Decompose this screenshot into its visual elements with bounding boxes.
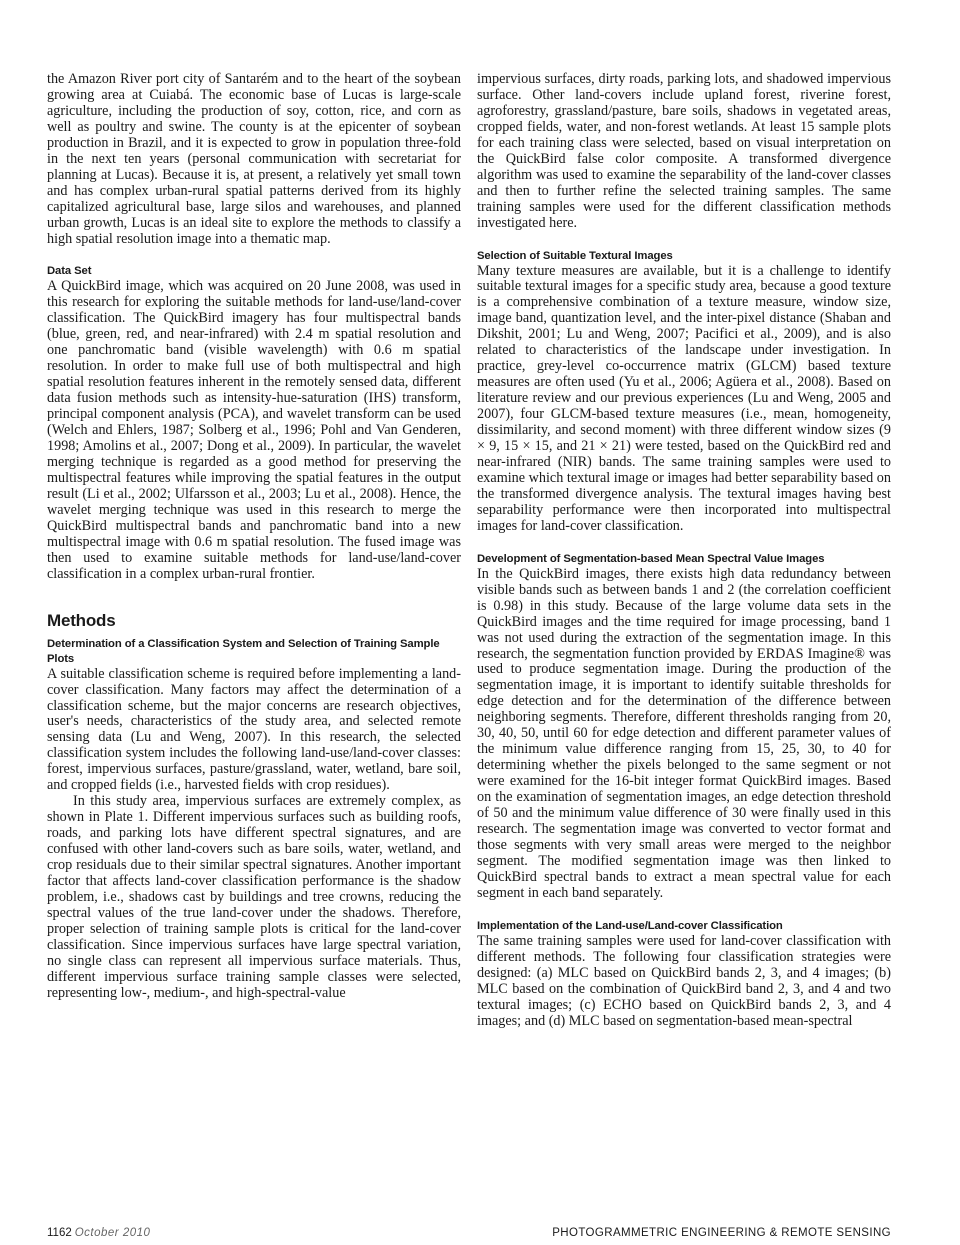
heading-segmentation: Development of Segmentation-based Mean Spectral Value Images (477, 552, 825, 565)
paragraph-data-set: A QuickBird image, which was acquired on 20 June 2008, was used in this research for exploring the suitable methods for land-use/land-cover classification. The QuickBird imagery has four multispectral bands (blue, green, red, and near-infrared) with 2.4 m spatial resolution and one panchromatic band (visible wavelength) with 0.6 m spatial resolution. In order to make full use of both multispectral and high spatial resolution features inherent in the remotely sensed data, different data fusion methods such as intensity-hue-saturation (IHS) transform, principal component analysis (PCA), and wavelet transform can be used (Welch and Ehlers, 1987; Solberg et al., 1996; Pohl and Van Genderen, 1998; Amolins et al., 2007; Dong et al., 2009). In particular, the wavelet merging technique is regarded as a good method for preserving the multispectral features while improving the spatial features in the output result (Li et al., 2002; Ulfarsson et al., 2003; Lu et al., 2008). Hence, the wavelet merging technique was used in this research to merge the QuickBird multispectral bands and panchromatic band into a new multispectral image with 0.6 m spatial resolution. The fused image was then used to examine suitable methods for land-use/land-cover classification in a complex urban-rural frontier. (47, 278, 461, 582)
paragraph-classification-scheme: A suitable classification scheme is required before implementing a land-cover classification. Many factors may affect the determination of a classification scheme, but the major concerns are research objectives, user's needs, characteristics of the study area, and selected remote sensing data (Lu and Weng, 2007). In this research, the selected classification system includes the following land-use/land-cover classes: forest, impervious surfaces, pasture/grassland, water, wetland, bare soil, and cropped fields (i.e., harvested fields with crop residues). (47, 665, 461, 794)
left-column (47, 72, 461, 1002)
footer-left (47, 1227, 150, 1239)
heading-implementation: Implementation of the Land-use/Land-cover Classification (477, 919, 783, 932)
paragraph-implementation: The same training samples were used for land-cover classification with different methods. The following four classification strategies were designed: (a) MLC based on QuickBird bands 2, 3, and 4 images; (b) MLC based on the combination of QuickBird band 2, 3, and 4 and two textural images; (c) ECHO based on QuickBird bands 2, 3, and 4 images; and (d) MLC based on segmentation-based mean-spectral (477, 932, 891, 1029)
paragraph-segmentation: In the QuickBird images, there exists high data redundancy between visible bands such as between bands 1 and 2 (the correlation coefficient is 0.98) in this study. Because of the large volume data sets in the QuickBird images and the time required for image processing, band 1 was not used during the extraction of the segmentation image. In this research, the segmentation function provided by ERDAS Imagine® was used to produce segmentation image. During the production of the segmentation image, it is important to identify suitable thresholds for edge detection and for the determination of the difference between neighboring segments. Therefore, different thresholds ranging from 20, 30, 40, 50, until 60 for edge detection and different parameter values of the minimum value difference ranging from 15, 25, 30, to 40 for determining whether the pixels belonged to the same segment or not were examined for the 16-bit integer format QuickBird images. Based on the examination of segmentation images, an edge detection threshold of 50 and the minimum value difference of 30 were finally used in this research. The segmentation image was converted to vector format and those segments with very small areas were merged to the neighbor segment. The modified segmentation image was then linked to QuickBird spectral bands to extract a mean spectral value for each segment in each band separately. (477, 565, 891, 901)
right-column (477, 72, 891, 1029)
heading-data-set: Data Set (47, 265, 92, 278)
issue-date: October 2010 (74, 1227, 151, 1239)
paragraph-textural-images: Many texture measures are available, but it is a challenge to identify suitable textural images for a specific study area, because a good texture is a comprehensive combination of a texture measure, window size, image band, quantization level, and the inter-pixel distance (Shaban and Dikshit, 2001; Lu and Weng, 2007; Pacifici et al., 2009), and is also related to characteristics of the landscape under investigation. In practice, grey-level co-occurrence matrix (GLCM) based texture measures are often used (Yu et al., 2006; Agüera et al., 2008). Based on literature review and our previous experiences (Lu and Weng, 2005 and 2007), four GLCM-based texture measures (i.e., mean, homogeneity, dissimilarity, and second moment) with three different window sizes (9 × 9, 15 × 15, and 21 × 21) were tested, based on the QuickBird red and near-infrared (NIR) bands. The same training samples were used to examine which textural image or images had better separability based on the transformed divergence analysis. The textural images having best separability performance were then incorporated into multispectral images for land-cover classification. (477, 262, 891, 534)
paragraph-impervious-surfaces: In this study area, impervious surfaces are extremely complex, as shown in Plate 1. Different impervious surfaces such as building roofs, roads, and parking lots have different spectral signatures, and are confused with other land-covers such as bare soils, water, wetland, and crop residuals due to their similar spectral signatures. Another important factor that affects land-cover classification performance is the shadow problem, i.e., shadows cast by buildings and tree crowns, reducing the spectral values of the true land-cover under the shadows. Therefore, proper selection of training sample plots is critical for the land-cover classification. Since impervious surfaces have large spectral variation, no single class can represent all impervious surface materials. Thus, different impervious surface training sample classes were selected, representing low-, medium-, and high-spectral-value (47, 793, 461, 1001)
paragraph-study-area: the Amazon River port city of Santarém and to the heart of the soybean growing area at Cuiabá. The economic base of Lucas is large-scale agriculture, including the production of soy, cotton, rice, and corn as well as poultry and swine. The county is at the epicenter of soybean production in Brazil, and it is expected to grow in population three-fold in the next ten years (personal communication with secretariat for planning at Lucas). Because it is, at present, a relatively yet small town and has complex urban-rural spatial patterns derived from its highly capitalized agricultural base, large silos and warehouses, and planned urban growth, Lucas is an ideal site to explore the methods to classify a high spatial resolution image into a thematic map. (47, 71, 461, 247)
page-number: 1162 (47, 1227, 72, 1239)
heading-classification-system: Determination of a Classification System and Selection of Training Sample Plots (47, 637, 440, 665)
heading-methods: Methods (47, 610, 116, 630)
heading-textural-images: Selection of Suitable Textural Images (477, 249, 673, 262)
paragraph-training-samples: impervious surfaces, dirty roads, parking lots, and shadowed impervious surface. Other land-covers include upland forest, riverine forest, agroforestry, grassland/pasture, bare soils, shadows in vegetated areas, cropped fields, water, and non-forest wetlands. At least 15 sample plots for each training class were selected, based on visual interpretation on the QuickBird false color composite. A transformed divergence algorithm was used to examine the separability of the land-cover classes and then to further refine the selected training samples. The same training samples were used for the different classification methods investigated here. (477, 71, 891, 231)
page-footer (47, 1227, 891, 1245)
journal-name: PHOTOGRAMMETRIC ENGINEERING & REMOTE SENSING (552, 1227, 891, 1239)
